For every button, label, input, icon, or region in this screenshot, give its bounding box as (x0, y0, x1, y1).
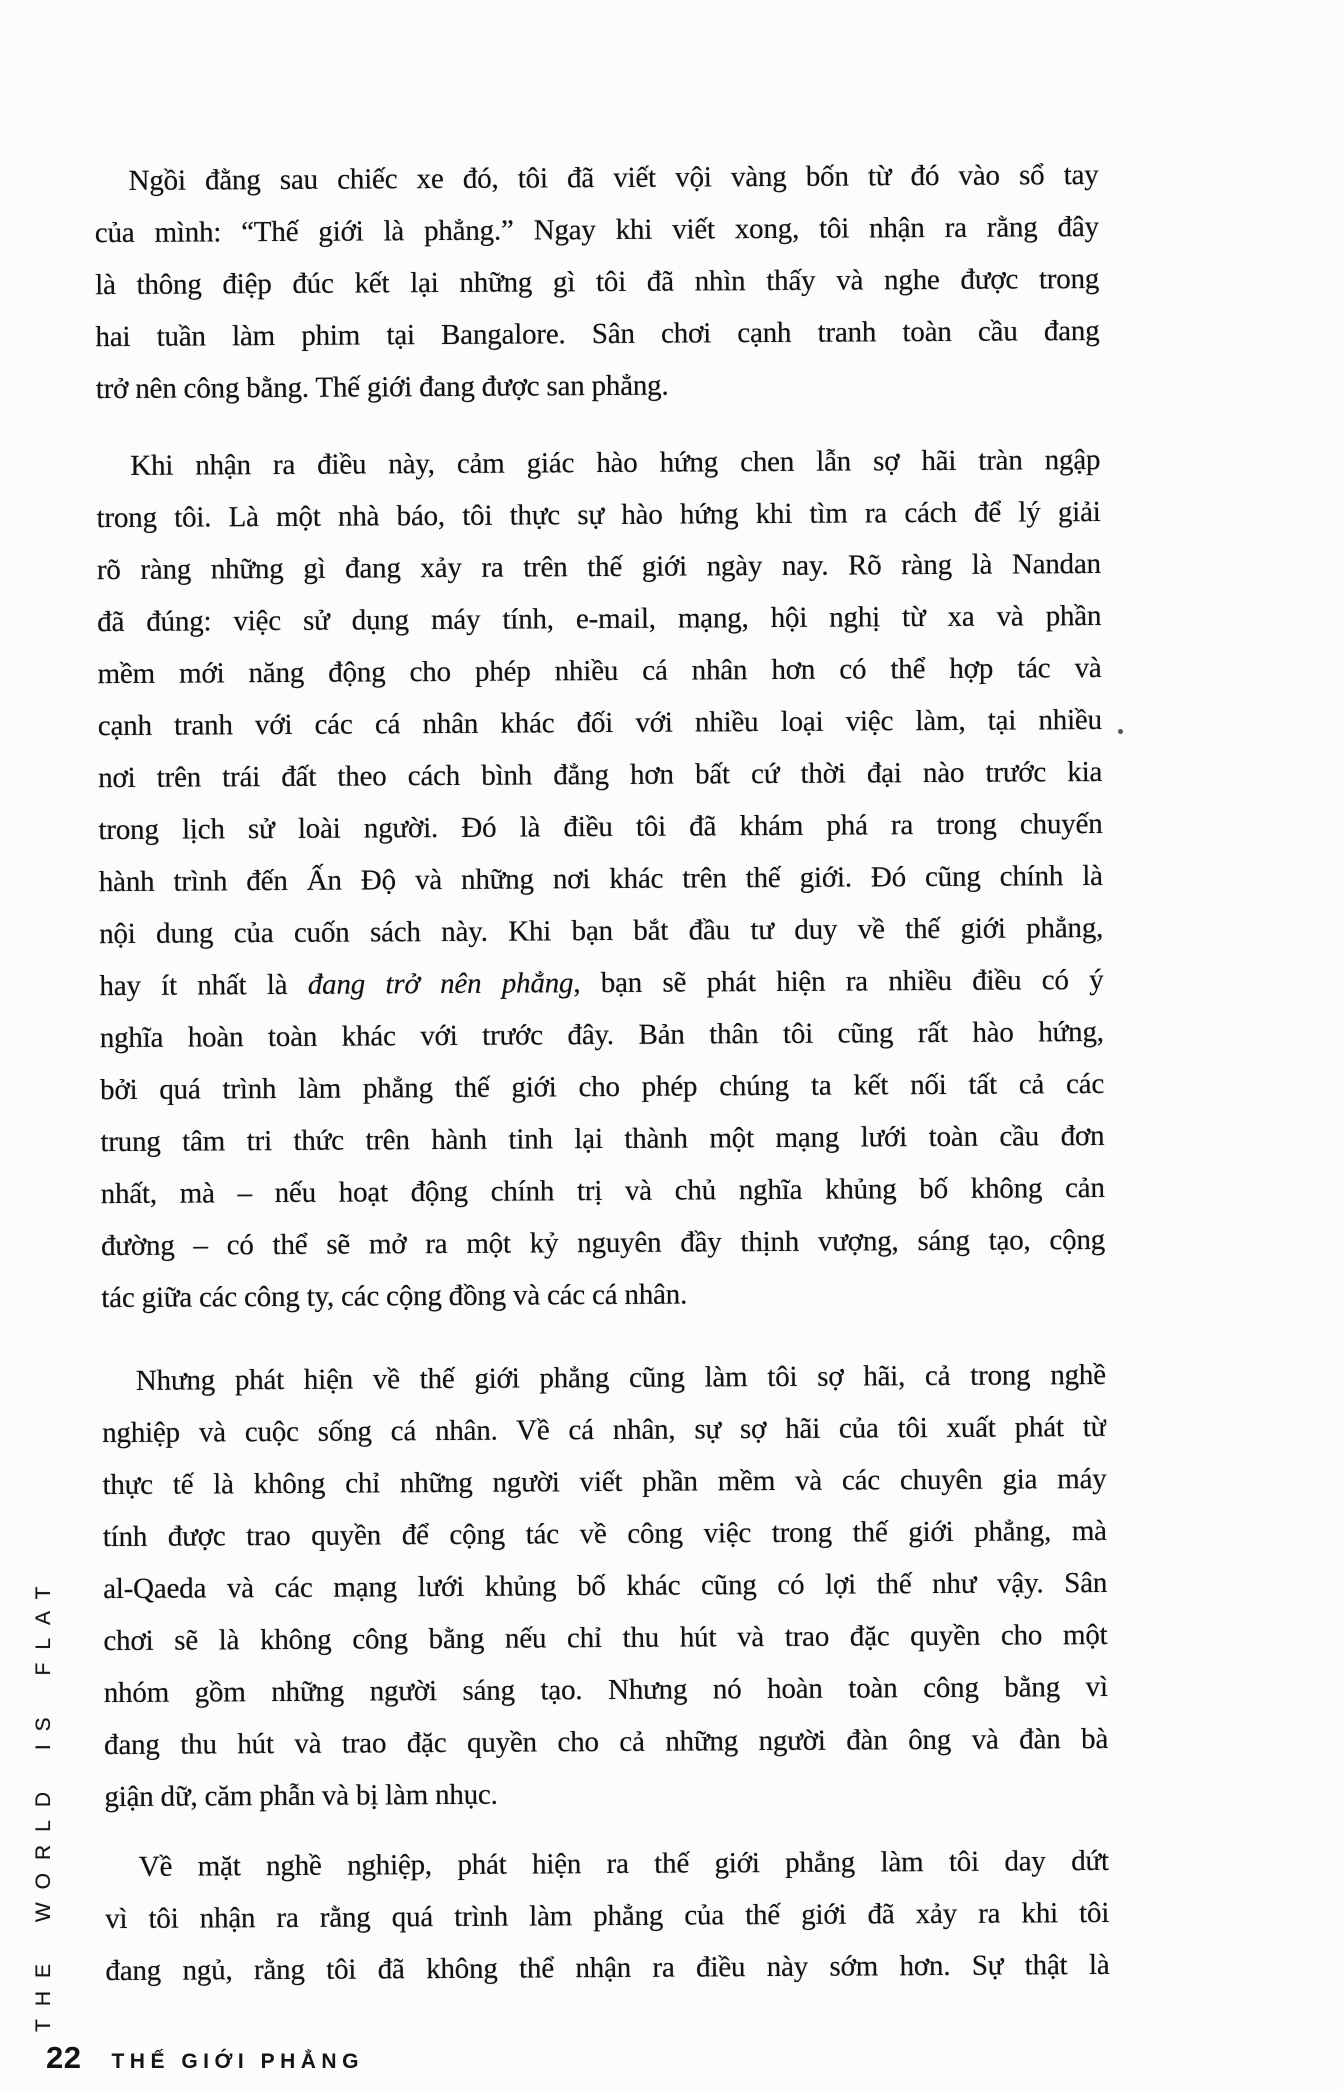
text-line (105, 1887, 1109, 1945)
text-line (96, 357, 1100, 415)
text-line (96, 486, 1100, 544)
text-segment: nhóm gồm những người sáng tạo. Nhưng nó hoàn toàn công bằng vì (103, 1670, 1108, 1710)
text-line (100, 1058, 1104, 1116)
text-line (104, 1713, 1108, 1771)
text-segment: vì tôi nhận ra rằng quá trình làm phẳng của thế giới đã xảy ra khi tôi (105, 1896, 1110, 1936)
running-title: THẾ GIỚI PHẲNG (111, 2050, 364, 2073)
text-line (100, 1006, 1104, 1064)
text-segment: nơi trên trái đất theo cách bình đẳng hơn bất cứ thời đại nào trước kia (98, 755, 1103, 795)
text-line (102, 1453, 1106, 1511)
text-line (97, 642, 1101, 700)
text-line (95, 305, 1099, 363)
text-segment: nghĩa hoàn toàn khác với trước đây. Bản thân tôi cũng rất hào hứng, (99, 1015, 1104, 1055)
paragraph (105, 1835, 1110, 1997)
text-line (101, 1162, 1105, 1220)
page-footer (46, 2040, 364, 2076)
italic-phrase: đang trở nên phẳng (307, 967, 574, 1001)
paragraph (102, 1349, 1109, 1823)
text-segment: mềm mới năng động cho phép nhiều cá nhân hơn có thể hợp tác và (97, 651, 1102, 691)
text-segment: al-Qaeda và các mạng lưới khủng bố khác cũng có lợi thế như vậy. Sân (103, 1566, 1108, 1606)
text-line (104, 1765, 1108, 1823)
text-segment: thực tế là không chỉ những người viết phần mềm và các chuyên gia máy (102, 1462, 1107, 1502)
text-segment: của mình: “Thế giới là phẳng.” Ngay khi viết xong, tôi nhận ra rằng đây (94, 210, 1099, 250)
text-line (103, 1557, 1107, 1615)
text-segment: nghiệp và cuộc sống cá nhân. Về cá nhân, sự sợ hãi của tôi xuất phát từ (102, 1410, 1107, 1450)
text-line (99, 902, 1103, 960)
text-line (100, 1110, 1104, 1168)
text-line (95, 201, 1099, 259)
text-segment: tính được trao quyền để cộng tác về công việc trong thế giới phẳng, mà (102, 1514, 1107, 1554)
text-line (105, 1939, 1109, 1997)
text-line (101, 1266, 1105, 1324)
text-segment: đang ngủ, rằng tôi đã không thể nhận ra điều này sớm hơn. Sự thật là (105, 1948, 1110, 1988)
text-segment: hành trình đến Ấn Độ và những nơi khác trên thế giới. Đó cũng chính là (98, 859, 1103, 899)
text-segment: nhất, mà – nếu hoạt động chính trị và chủ nghĩa khủng bố không cản (100, 1171, 1105, 1211)
text-segment: nội dung của cuốn sách này. Khi bạn bắt đầu tư duy về thế giới phẳng, (99, 911, 1104, 951)
text-segment: , bạn sẽ phát hiện ra nhiều điều có ý (573, 963, 1104, 1000)
page-number: 22 (46, 2040, 82, 2075)
text-segment: giận dữ, căm phẫn và bị làm nhục. (104, 1778, 498, 1814)
text-segment: chơi sẽ là không công bằng nếu chỉ thu hút và trao đặc quyền cho một (103, 1618, 1108, 1658)
text-segment: trong tôi. Là một nhà báo, tôi thực sự hào hứng khi tìm ra cách để lý giải (96, 495, 1101, 535)
paragraph (94, 149, 1100, 415)
text-segment: đang thu hút và trao đặc quyền cho cả những người đàn ông và đàn bà (103, 1722, 1109, 1762)
text-segment: trong lịch sử loài người. Đó là điều tôi đã khám phá ra trong chuyến (98, 807, 1103, 847)
text-segment: tác giữa các công ty, các cộng đồng và các cá nhân. (101, 1278, 688, 1315)
text-segment: Về mặt nghề nghiệp, phát hiện ra thế giới phẳng làm tôi day dứt (138, 1844, 1109, 1883)
text-line (94, 149, 1098, 207)
margin-vertical-title: THE WORLD IS FLAT (32, 1573, 55, 2032)
text-line (105, 1835, 1109, 1893)
text-line (103, 1609, 1107, 1667)
text-segment: bởi quá trình làm phẳng thế giới cho phép chúng ta kết nối tất cả các (99, 1067, 1105, 1107)
text-line (101, 1214, 1105, 1272)
text-segment: hay ít nhất là (99, 968, 308, 1003)
text-line (97, 538, 1101, 596)
text-segment: cạnh tranh với các cá nhân khác đối với nhiều loại việc làm, tại nhiều (97, 703, 1102, 743)
text-segment: Nhưng phát hiện về thế giới phẳng cũng làm tôi sợ hãi, cả trong nghề (135, 1358, 1106, 1397)
text-segment: là thông điệp đúc kết lại những gì tôi đã nhìn thấy và nghe được trong (95, 262, 1100, 302)
text-segment: hai tuần làm phim tại Bangalore. Sân chơi cạnh tranh toàn cầu đang (95, 314, 1100, 354)
text-segment: rõ ràng những gì đang xảy ra trên thế giới ngày nay. Rõ ràng là Nandan (96, 547, 1101, 587)
text-line (98, 746, 1102, 804)
page-body (94, 149, 1109, 1997)
ink-speck (1118, 729, 1123, 734)
text-line (99, 850, 1103, 908)
paragraph (96, 434, 1105, 1324)
text-line (97, 590, 1101, 648)
text-line (96, 434, 1100, 492)
text-line (99, 954, 1103, 1012)
text-line (95, 253, 1099, 311)
text-line (98, 694, 1102, 752)
text-line (102, 1349, 1106, 1407)
text-line (104, 1661, 1108, 1719)
text-segment: trở nên công bằng. Thế giới đang được san phẳng. (95, 369, 669, 406)
text-line (103, 1505, 1107, 1563)
text-segment: Khi nhận ra điều này, cảm giác hào hứng chen lẫn sợ hãi tràn ngập (130, 443, 1101, 482)
text-segment: trung tâm tri thức trên hành tinh lại thành một mạng lưới toàn cầu đơn (100, 1119, 1105, 1159)
text-segment: đường – có thể sẽ mở ra một kỷ nguyên đầy thịnh vượng, sáng tạo, cộng (100, 1223, 1106, 1263)
text-segment: đã đúng: việc sử dụng máy tính, e-mail, mạng, hội nghị từ xa và phần (97, 599, 1102, 639)
text-segment: Ngồi đằng sau chiếc xe đó, tôi đã viết vội vàng bốn từ đó vào sổ tay (128, 158, 1099, 197)
text-line (102, 1401, 1106, 1459)
text-line (98, 798, 1102, 856)
